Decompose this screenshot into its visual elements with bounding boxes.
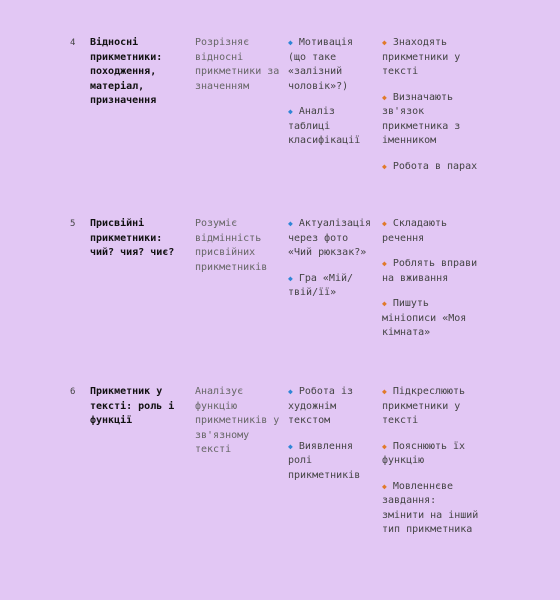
row-goal: Розрізняє відносні прикметники за значенням [195, 37, 280, 92]
method-text: Гра «Мій/твій/її» [288, 272, 354, 298]
method-text: Робота із художнім текстом [288, 386, 354, 426]
method-item [288, 385, 374, 429]
activity-text: Знаходять прикметники у тексті [382, 37, 461, 77]
orange-diamond-icon: ◆ [382, 299, 387, 308]
blue-diamond-icon: ◆ [288, 387, 293, 396]
activity-item [382, 36, 482, 80]
method-item [288, 217, 374, 261]
method-text: Актуалізація через фото «Чий рюкзак?» [288, 218, 372, 258]
orange-diamond-icon: ◆ [382, 441, 387, 451]
method-item [288, 105, 374, 149]
row-goal: Аналізує функцію прикметників у зв'язному тексті [195, 386, 280, 455]
blue-diamond-icon: ◆ [288, 273, 293, 283]
row-topic: Присвійні прикметники: чий? чия? чиє? [90, 218, 175, 258]
row-activities [382, 385, 482, 549]
row-topic: Відносні прикметники: походження, матеріал, призначення [90, 37, 163, 106]
blue-diamond-icon: ◆ [288, 107, 293, 116]
row-activities [382, 36, 482, 185]
method-item [288, 272, 374, 301]
activity-text: Складають речення [382, 218, 448, 244]
activity-item [382, 385, 482, 429]
activity-text: Пояснюють їх функцію [382, 440, 466, 466]
blue-diamond-icon: ◆ [288, 219, 293, 228]
activity-text: Визначають зв'язок прикметника з іменником [382, 91, 461, 146]
row-methods [288, 385, 374, 494]
blue-diamond-icon: ◆ [288, 38, 293, 47]
method-text: Виявлення ролі прикметників [288, 440, 361, 481]
row-activities [382, 217, 482, 352]
orange-diamond-icon: ◆ [382, 481, 387, 491]
row-goal: Розуміє відмінність присвійних прикметників [195, 218, 268, 273]
row-number: 4 [70, 38, 76, 48]
activity-item [382, 160, 482, 175]
row-number: 6 [70, 387, 76, 397]
activity-text: Робота в парах [392, 160, 478, 172]
orange-diamond-icon: ◆ [382, 161, 387, 171]
orange-diamond-icon: ◆ [382, 387, 387, 396]
orange-diamond-icon: ◆ [382, 92, 387, 102]
activity-item [382, 217, 482, 246]
row-topic: Прикметник у тексті: роль і функції [90, 386, 175, 426]
activity-item [382, 480, 482, 538]
method-text: Аналіз таблиці класифікації [288, 106, 361, 146]
activity-item [382, 257, 482, 286]
method-text: Мотивація (що таке «залізний чоловік»?) [288, 37, 354, 92]
orange-diamond-icon: ◆ [382, 259, 387, 268]
activity-item [382, 91, 482, 149]
activity-text: Підкреслюють прикметники у тексті [382, 386, 466, 426]
method-item [288, 440, 374, 484]
row-number: 5 [70, 219, 76, 229]
activity-item [382, 440, 482, 469]
activity-text: Мовленнєве завдання: змінити на інший тип прикметника [382, 480, 479, 535]
activity-text: Пишуть мініописи «Моя кімната» [382, 298, 467, 338]
orange-diamond-icon: ◆ [382, 38, 387, 47]
row-methods [288, 217, 374, 312]
activity-text: Роблять вправи на вживання [382, 258, 478, 284]
method-item [288, 36, 374, 94]
blue-diamond-icon: ◆ [288, 441, 293, 451]
row-methods [288, 36, 374, 160]
orange-diamond-icon: ◆ [382, 219, 387, 228]
activity-item [382, 297, 482, 341]
